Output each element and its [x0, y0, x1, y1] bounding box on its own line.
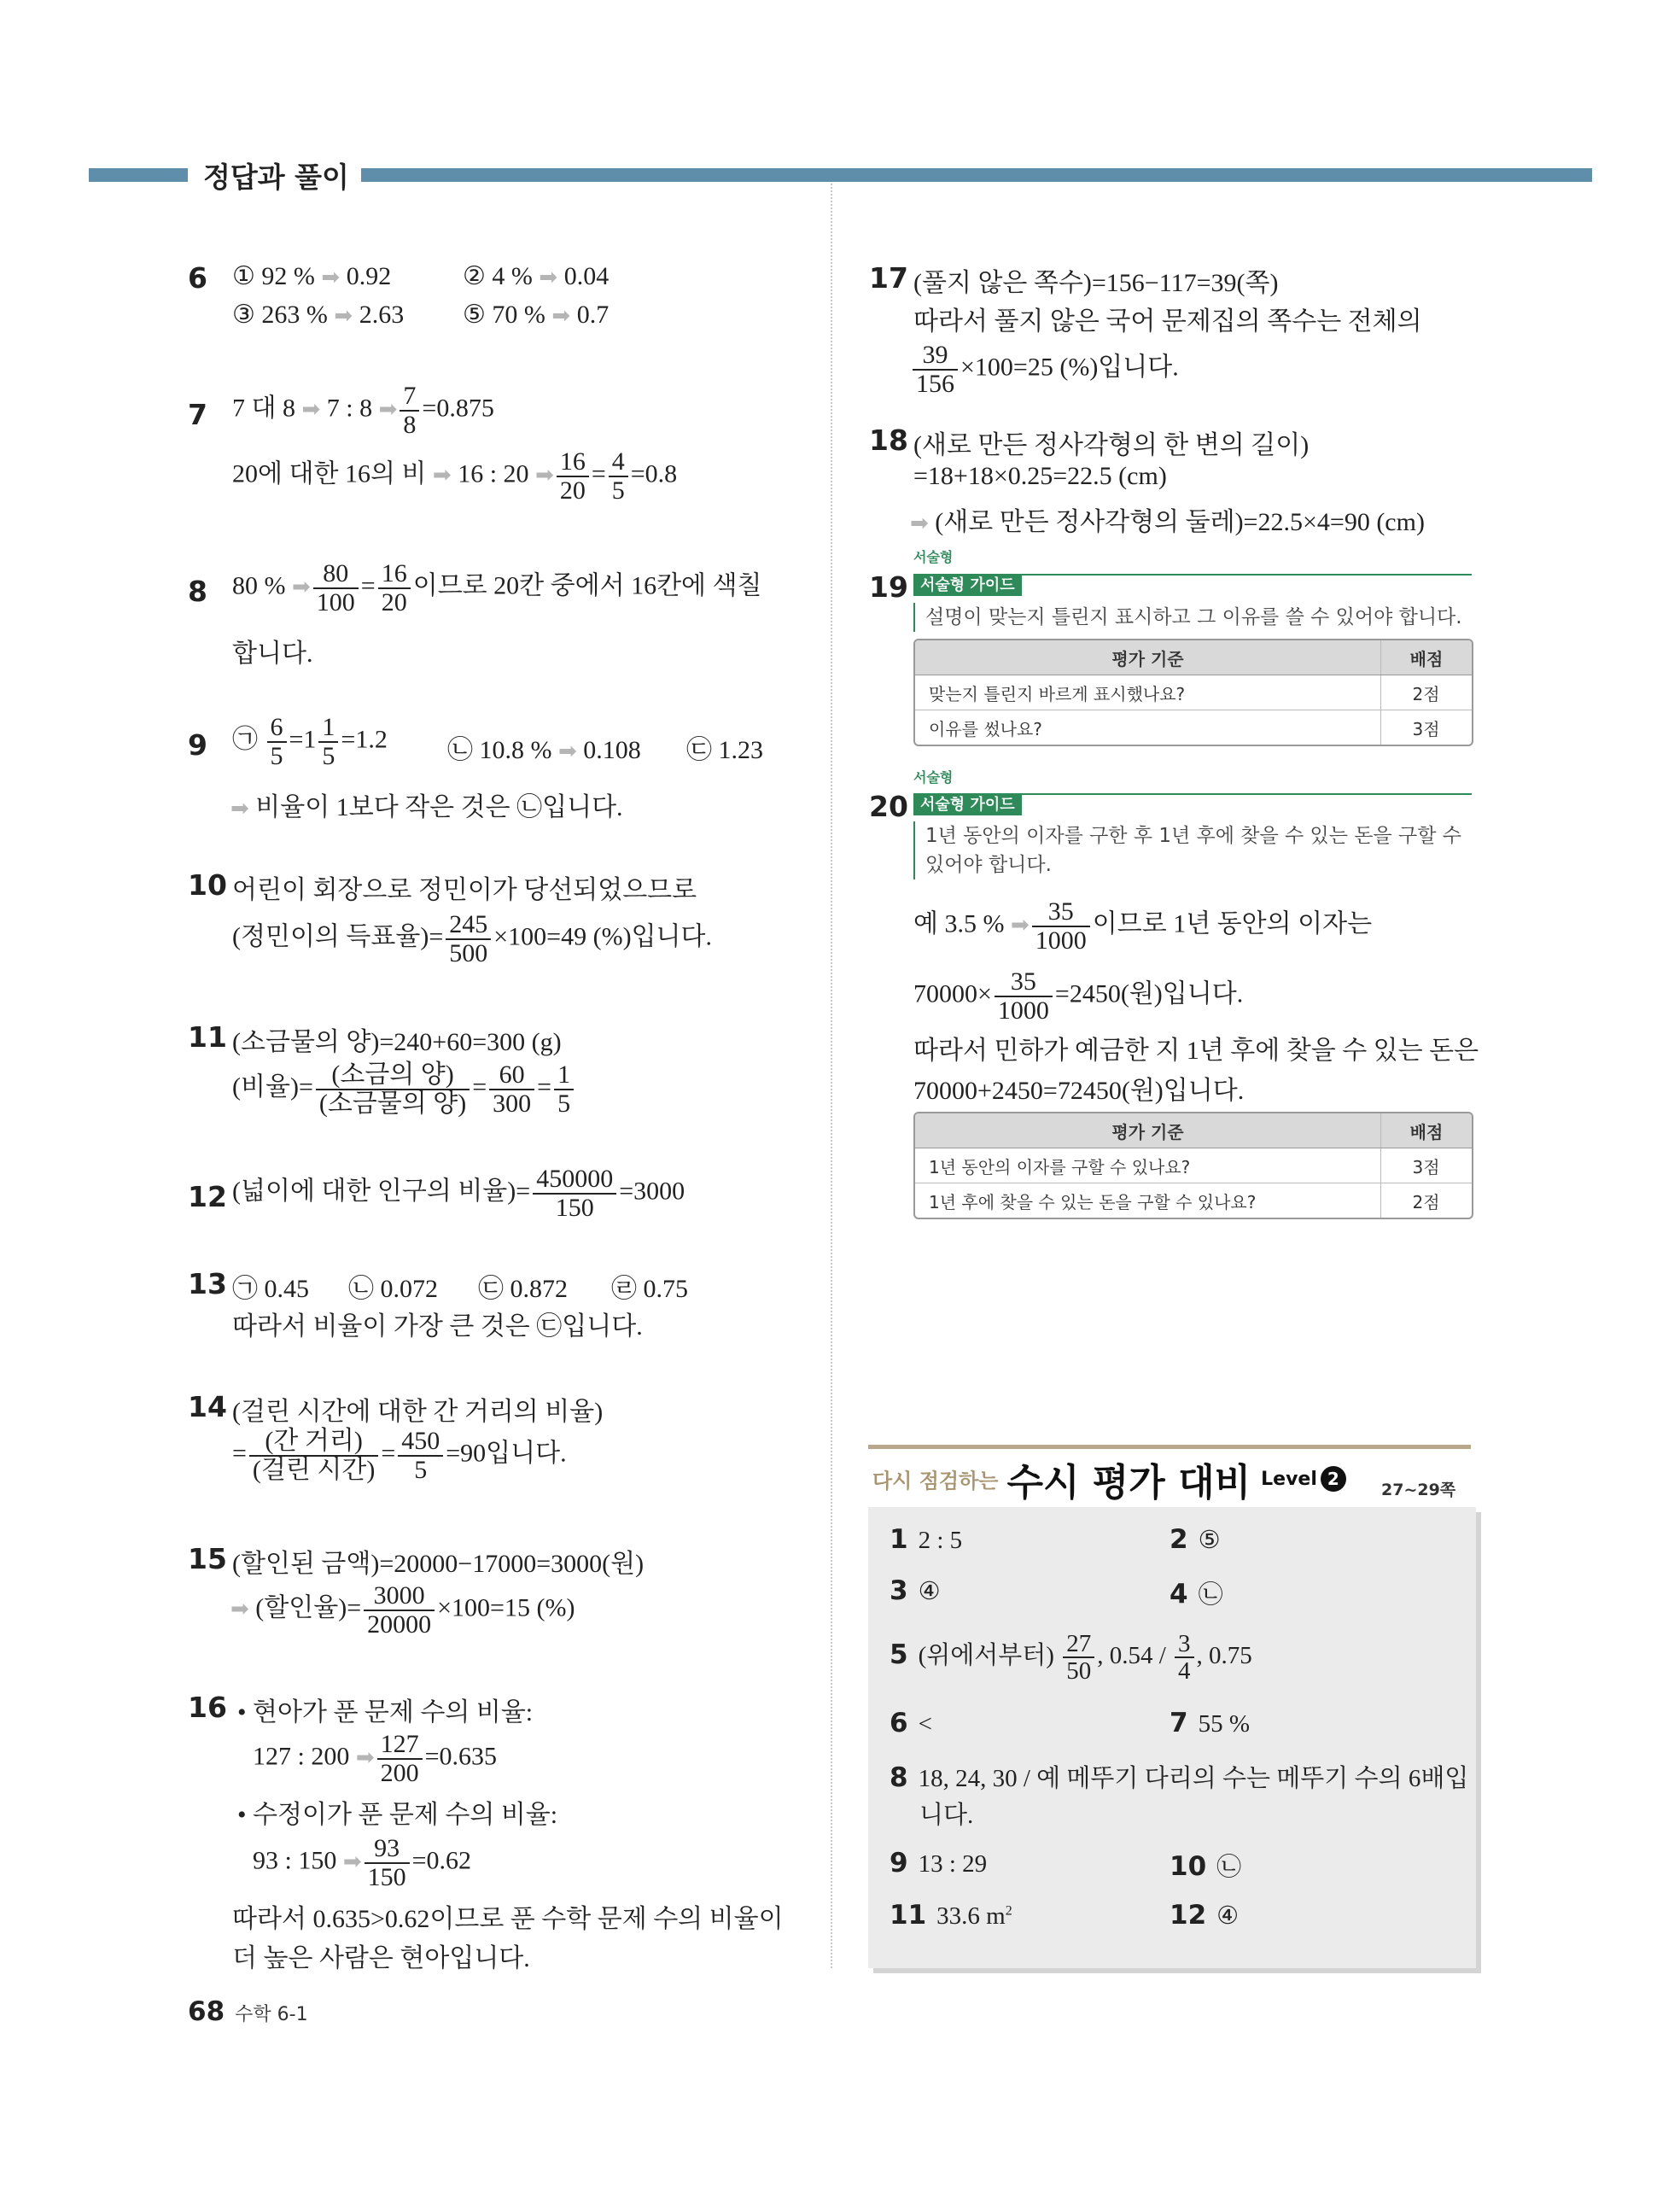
fraction: $\frac{6}{5}$	[267, 714, 287, 769]
answer-line: ㉠ 0.45	[232, 1275, 309, 1303]
arrow-icon: ➡	[432, 462, 452, 488]
answer-line: ㉡ 10.8 % ➡ 0.108	[447, 736, 641, 764]
answer-line: 예 3.5 % ➡ $\frac{35}{1000}$ 이므로 1년 동안의 이자는	[913, 897, 1373, 955]
fraction: $\frac{7}{8}$	[400, 383, 419, 438]
answer-line: 따라서 민하가 예금한 지 1년 후에 찾을 수 있는 돈은	[913, 1037, 1479, 1065]
fraction: $\frac{16}{20}$	[557, 448, 589, 504]
page-footer	[188, 1996, 308, 2027]
points-cell: 3점	[1381, 1148, 1473, 1183]
points-header: 배점	[1381, 1113, 1473, 1148]
fraction: $\frac{80}{100}$	[313, 560, 359, 616]
arrow-icon: ➡	[551, 303, 571, 329]
arrow-icon: ➡	[535, 462, 554, 488]
level-badge: 2	[1321, 1466, 1346, 1492]
answer-line: 따라서 0.635>0.62이므로 푼 수학 문제 수의 비율이	[232, 1905, 784, 1933]
answer-line: =18+18×0.25=22.5 (cm)	[913, 462, 1167, 490]
fraction: $\frac{1}{5}$	[554, 1061, 574, 1117]
answer-line: • 수정이가 푼 문제 수의 비율:	[237, 1801, 558, 1829]
level-answer: 5 (위에서부터) $\frac{27}{50}$ , 0.54 / $\frac{3}{4}$ , 0.75	[890, 1630, 1252, 1686]
arrow-icon: ➡	[910, 511, 929, 536]
fraction: $\frac{60}{300}$	[489, 1061, 534, 1117]
answer-line: $\frac{39}{156}$ ×100=25 (%)입니다.	[910, 342, 1179, 397]
level-answer: 1 2 : 5	[890, 1524, 963, 1555]
answer-line: ㉡ 0.072	[348, 1275, 438, 1303]
fraction: $\frac{27}{50}$	[1063, 1631, 1094, 1685]
fraction: $\frac{\text{(소금의 양)}}{\text{(소금물의 양)}}$	[316, 1061, 470, 1117]
level-answer: 11 33.6 $m^2$	[890, 1900, 1012, 1931]
answer-line: 70000× $\frac{35}{1000}$ =2450(원)입니다.	[913, 967, 1244, 1025]
arrow-icon: ➡	[230, 1596, 249, 1622]
fraction: $\frac{3}{4}$	[1175, 1631, 1194, 1685]
answer-line: 127 : 200 ➡ $\frac{127}{200}$ =0.635	[253, 1730, 498, 1787]
arrow-icon: ➡	[355, 1744, 375, 1771]
answer-line: ➡ (할인율)= $\frac{3000}{20000}$ ×100=15 (%)	[230, 1581, 575, 1639]
criteria-cell: 1년 후에 찾을 수 있는 돈을 구할 수 있나요?	[929, 1191, 1257, 1212]
answer-line: ② 4 % ➡ 0.04	[463, 262, 610, 290]
answer-line: ➡ (새로 만든 정사각형의 둘레)=22.5×4=90 (cm)	[910, 508, 1425, 536]
problem-number: 19	[869, 570, 908, 604]
problem-number: 20	[869, 790, 908, 823]
book-title: 수학 6-1	[235, 2004, 308, 2025]
fraction: $\frac{450000}{150}$	[533, 1166, 616, 1221]
answer-line: 70000+2450=72450(원)입니다.	[913, 1077, 1245, 1105]
level-answer: 니다.	[919, 1802, 974, 1829]
problem-number: 14	[188, 1390, 227, 1423]
answer-line: (할인된 금액)=20000−17000=3000(원)	[232, 1550, 645, 1578]
fraction: $\frac{3000}{20000}$	[364, 1582, 435, 1638]
arrow-icon: ➡	[558, 739, 577, 764]
criteria-header: 평가 기준	[915, 1113, 1381, 1148]
header-bar-right	[361, 168, 1592, 182]
descriptive-tag: 서술형	[913, 549, 954, 565]
problem-number: 8	[188, 575, 207, 608]
points-header: 배점	[1381, 640, 1473, 675]
answer-line: 80 % ➡ $\frac{80}{100}$ = $\frac{16}{20}$ 이므로 20칸 중에서 16칸에 색칠	[232, 559, 762, 616]
criteria-cell: 이유를 썼나요?	[929, 718, 1042, 739]
arrow-icon: ➡	[1010, 912, 1030, 938]
answer-line: (새로 만든 정사각형의 한 변의 길이)	[913, 431, 1310, 459]
problem-number: 16	[188, 1691, 227, 1724]
fraction: $\frac{35}{1000}$	[995, 968, 1053, 1024]
problem-number: 11	[188, 1020, 227, 1054]
answer-line: 93 : 150 ➡ $\frac{93}{150}$ =0.62	[253, 1834, 472, 1891]
level-answer: 2 ⑤	[1170, 1524, 1221, 1555]
answer-line: 합니다.	[232, 640, 313, 668]
arrow-icon: ➡	[378, 396, 398, 423]
level-answer: 8 18, 24, 30 / 예 메뚜기 다리의 수는 메뚜기 수의 6배입	[890, 1762, 1469, 1793]
fraction: $\frac{4}{5}$	[609, 448, 628, 504]
descriptive-tag: 서술형	[913, 769, 954, 786]
problem-number: 9	[188, 728, 207, 762]
fraction: $\frac{127}{200}$	[377, 1731, 423, 1786]
level-subtitle: 다시 점검하는	[872, 1469, 999, 1493]
criteria-cell: 1년 동안의 이자를 구할 수 있나요?	[915, 1148, 1381, 1183]
criteria-cell: 맞는지 틀린지 바르게 표시했나요?	[915, 675, 1381, 710]
level-section-rule	[868, 1445, 1471, 1449]
answer-line: 어린이 회장으로 정민이가 당선되었으므로	[232, 876, 697, 904]
problem-number: 17	[869, 261, 908, 295]
guide-badge: 서술형 가이드	[913, 795, 1022, 815]
answer-line: ㉢ 1.23	[686, 736, 763, 764]
answer-line: 7 대 8 ➡ 7 : 8 ➡ $\frac{7}{8}$ =0.875	[232, 382, 494, 439]
arrow-icon: ➡	[321, 265, 341, 290]
page-number: 68	[188, 1996, 225, 2027]
level-pages: 27~29쪽	[1381, 1481, 1456, 1499]
guide-text: 1년 동안의 이자를 구한 후 1년 후에 찾을 수 있는 돈을 구할 수 있어야 합니다.	[913, 821, 1461, 879]
arrow-icon: ➡	[334, 303, 353, 329]
problem-number: 12	[188, 1180, 227, 1213]
answer-line: (비율)= $\frac{\text{(소금의 양)}}{\text{(소금물의 양)}}$ = $\frac{60}{300}$ = $\frac{1}{5}$	[232, 1061, 576, 1117]
level-answer: 3 ④	[890, 1575, 941, 1606]
fraction: $\frac{245}{500}$	[446, 911, 491, 967]
problem-number: 7	[188, 398, 207, 431]
answer-line: (걸린 시간에 대한 간 거리의 비율)	[232, 1398, 604, 1426]
level-answer: 12 ④	[1170, 1900, 1240, 1931]
level-answer: 4 ㉡	[1170, 1579, 1223, 1610]
guide-text: 설명이 맞는지 틀린지 표시하고 그 이유를 쓸 수 있어야 합니다.	[913, 603, 1462, 632]
answer-line: ① 92 % ➡ 0.92	[232, 262, 392, 290]
level-answer: 6 <	[890, 1708, 932, 1738]
answer-line: ㉠ $\frac{6}{5}$ =1 $\frac{1}{5}$ =1.2	[232, 713, 388, 770]
problem-number: 15	[188, 1542, 227, 1575]
problem-number: 10	[188, 868, 227, 902]
problem-number: 6	[188, 261, 207, 295]
criteria-header: 평가 기준	[915, 640, 1381, 675]
arrow-icon: ➡	[292, 574, 311, 600]
points-cell: 2점	[1381, 675, 1473, 710]
fraction: $\frac{\text{(간 거리)}}{\text{(걸린 시간)}}$	[249, 1428, 378, 1483]
points-cell: 3점	[1381, 710, 1473, 745]
answer-line: 더 높은 사람은 현아입니다.	[232, 1944, 530, 1972]
answer-line: (풀지 않은 쪽수)=156−117=39(쪽)	[913, 269, 1279, 297]
answer-line: ㉣ 0.75	[611, 1275, 688, 1303]
criteria-table	[913, 1112, 1473, 1219]
answer-line: ㉢ 0.872	[478, 1275, 568, 1303]
guide-rule	[913, 793, 1472, 795]
level-title: 수시 평가 대비	[1006, 1461, 1251, 1504]
fraction: $\frac{1}{5}$	[318, 714, 338, 769]
problem-number: 18	[869, 424, 908, 457]
arrow-icon: ➡	[301, 396, 321, 423]
answer-line: • 현아가 푼 문제 수의 비율:	[237, 1698, 534, 1727]
level-answer: 9 13 : 29	[890, 1848, 988, 1878]
fraction: $\frac{16}{20}$	[378, 560, 411, 616]
points-cell: 2점	[1381, 1183, 1473, 1218]
guide-badge: 서술형 가이드	[913, 576, 1022, 596]
fraction: $\frac{39}{156}$	[913, 342, 958, 397]
problem-number: 13	[188, 1267, 227, 1300]
answer-line: ⑤ 70 % ➡ 0.7	[463, 301, 610, 329]
answer-line: 20에 대한 16의 비 ➡ 16 : 20 ➡ $\frac{16}{20}$ = $\frac{4}{5}$ =0.8	[232, 447, 678, 505]
answer-line: ➡ 비율이 1보다 작은 것은 ㉡입니다.	[230, 793, 623, 821]
level-answer: 7 55 %	[1170, 1708, 1250, 1738]
answer-line: (넓이에 대한 인구의 비율)= $\frac{450000}{150}$ =3000	[232, 1165, 685, 1222]
answer-line: (소금물의 양)=240+60=300 (g)	[232, 1028, 562, 1056]
answer-line: = $\frac{\text{(간 거리)}}{\text{(걸린 시간)}}$ = $\frac{450}{5}$ =90입니다.	[232, 1427, 567, 1484]
level-label: Level	[1261, 1468, 1317, 1490]
criteria-table	[913, 639, 1473, 746]
header-bar-left	[89, 168, 188, 182]
level-answer: 10 ㉡	[1170, 1851, 1242, 1882]
fraction: $\frac{93}{150}$	[365, 1835, 410, 1890]
page-header-title: 정답과 풀이	[203, 161, 349, 194]
guide-rule	[913, 574, 1472, 576]
arrow-icon: ➡	[230, 796, 249, 821]
fraction: $\frac{35}{1000}$	[1032, 898, 1090, 954]
answer-line: 따라서 비율이 가장 큰 것은 ㉢입니다.	[232, 1312, 643, 1341]
arrow-icon: ➡	[342, 1849, 362, 1875]
answer-line: (정민이의 득표율)= $\frac{245}{500}$ ×100=49 (%)입니다.	[232, 910, 713, 967]
answer-line: ③ 263 % ➡ 2.63	[232, 301, 405, 329]
column-divider	[831, 184, 832, 1968]
answer-line: 따라서 풀지 않은 국어 문제집의 쪽수는 전체의	[913, 307, 1422, 336]
arrow-icon: ➡	[539, 265, 558, 290]
fraction: $\frac{450}{5}$	[398, 1428, 443, 1483]
level-section-header	[872, 1452, 1346, 1506]
